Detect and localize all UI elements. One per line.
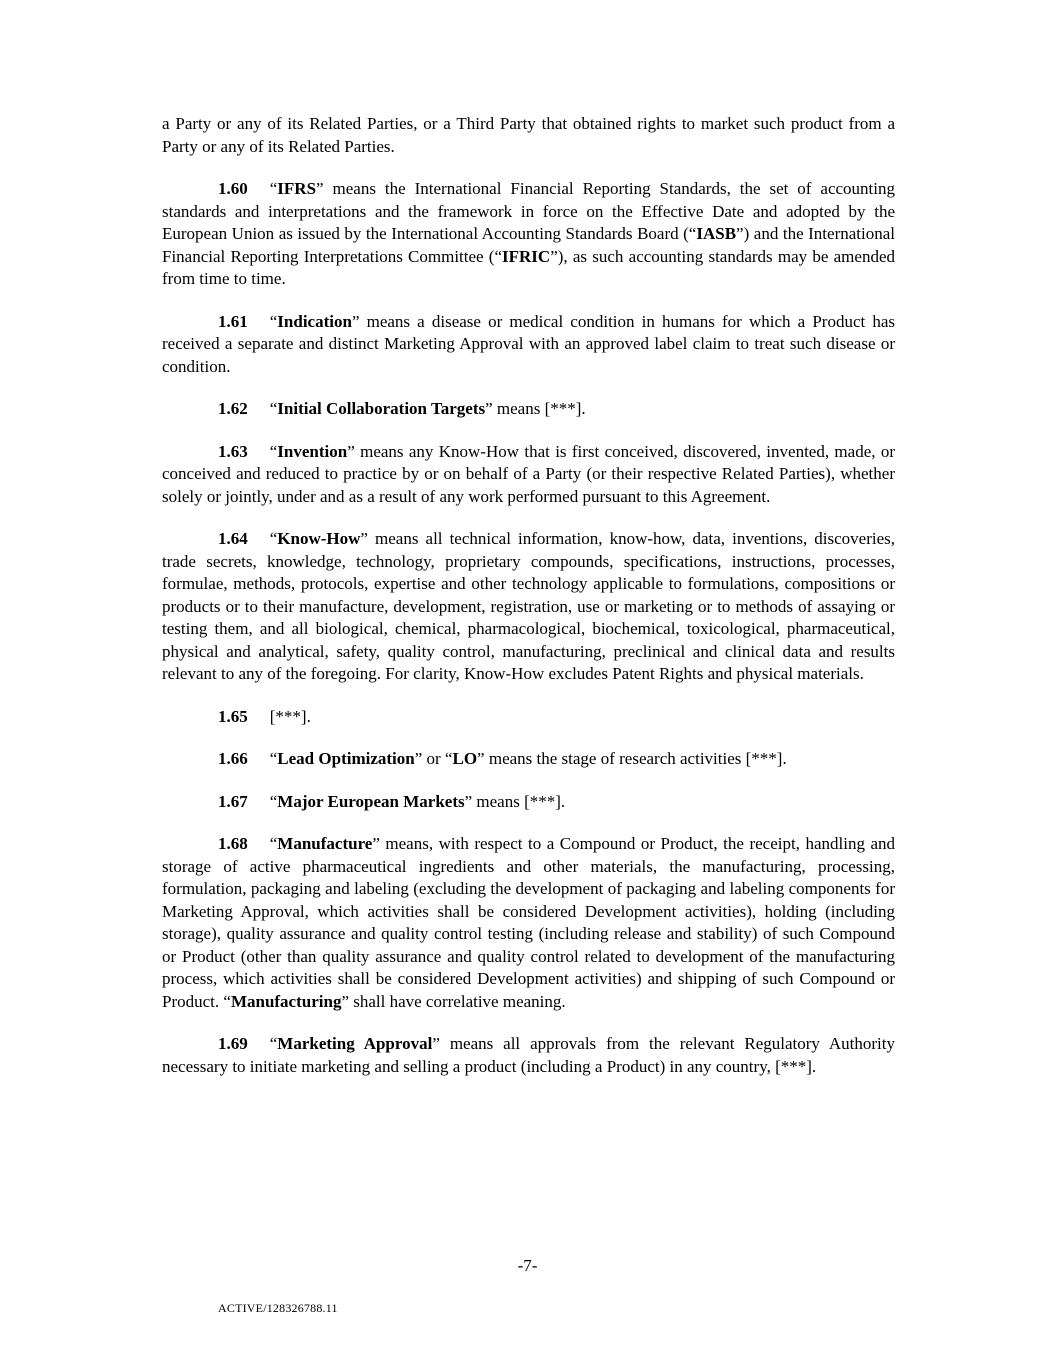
body-text: “ <box>269 399 278 418</box>
paragraph <box>162 706 895 729</box>
defined-term: IFRIC <box>502 246 551 266</box>
body-text: ” means all approvals from the relevant Regulatory Authority necessary to initiate marketing and selling a product (including a Product) in any country, [***]. <box>162 1034 896 1076</box>
section-number: 1.61 <box>218 311 248 331</box>
paragraph <box>162 398 895 421</box>
section-number: 1.66 <box>218 749 248 768</box>
defined-term: Manufacturing <box>230 991 342 1011</box>
body-text: “ <box>269 311 278 331</box>
paragraph <box>162 441 895 509</box>
section-number: 1.65 <box>218 706 248 726</box>
body-text: ” means the stage of research activities [***]. <box>477 749 787 768</box>
body-text: ” means [***]. <box>485 399 586 418</box>
body-text: “ <box>269 441 278 461</box>
section-number: 1.62 <box>218 399 248 418</box>
body-text: a Party or any of its Related Parties, or a Third Party that obtained rights to market such product from a Party or any of its Related Parties. <box>162 114 895 156</box>
body-text: ” means all technical information, know-how, data, inventions, discoveries, trade secrets, knowledge, technology, proprietary compounds, specifications, instructions, processes, formulae, methods, protocols, expertise and other technology applicable to formulations, compositions or products or to their manufacture, development, registration, use or marketing or to methods of assaying or testing them, and all biological, chemical, pharmacological, biochemical, toxicological, pharmaceutical, physical and analytical, safety, quality control, manufacturing, preclinical and clinical data and results relevant to any of the foregoing. For clarity, Know-How excludes Patent Rights and physical materials. <box>162 529 895 683</box>
body-text: ”) and the International Financial Reporting Interpretations Committee (“ <box>162 224 895 266</box>
body-text: “ <box>269 1034 278 1053</box>
paragraph <box>162 748 895 771</box>
paragraph <box>162 113 895 158</box>
document-id-footer: ACTIVE/128326788.11 <box>218 1301 338 1315</box>
section-number: 1.67 <box>218 791 248 811</box>
body-text: “ <box>269 529 278 548</box>
body-text: [***]. <box>269 706 311 726</box>
body-text: ” shall have correlative meaning. <box>341 991 566 1011</box>
defined-term: Major European Markets <box>277 791 465 811</box>
body-text: “ <box>269 749 278 768</box>
defined-term: Marketing Approval <box>277 1034 433 1053</box>
defined-term: IASB <box>696 224 737 243</box>
paragraph <box>162 311 895 379</box>
section-number: 1.64 <box>218 529 248 548</box>
body-text: ” means a disease or medical condition in humans for which a Product has received a separate and distinct Marketing Approval with an approved label claim to treat such disease or condition. <box>162 311 895 376</box>
body-text: ”), as such accounting standards may be amended from time to time. <box>162 246 895 288</box>
body-text: ” means any Know-How that is first conceived, discovered, invented, made, or conceived and reduced to practice by or on behalf of a Party (or their respective Related Parties), whether solely or jointly, under and as a result of any work performed pursuant to this Agreement. <box>162 441 895 506</box>
defined-term: Initial Collaboration Targets <box>277 399 486 418</box>
defined-term: Lead Optimization <box>277 749 415 768</box>
section-number: 1.63 <box>218 441 248 461</box>
defined-term: Know-How <box>277 529 361 548</box>
document-body <box>162 113 895 1078</box>
section-number: 1.60 <box>218 179 248 198</box>
defined-term: Manufacture <box>277 834 373 853</box>
paragraph <box>162 791 895 814</box>
paragraph <box>162 833 895 1013</box>
body-text: ” means the International Financial Reporting Standards, the set of accounting standards and interpretations and the framework in force on the Effective Date and adopted by the European Union as issued by the International Accounting Standards Board (“ <box>162 179 895 243</box>
paragraph <box>162 1033 895 1078</box>
page-number: -7- <box>517 1256 538 1275</box>
body-text: ” or “ <box>414 749 453 768</box>
body-text: ” means, with respect to a Compound or Product, the receipt, handling and storage of active pharmaceutical ingredients and other materials, the manufacturing, processing, formulation, packaging and labeling (excluding the development of packaging and labeling components for Marketing Approval, which activities shall be considered Development activities), holding (including storage), quality assurance and quality control testing (including release and stability) of such Compound or Product (other than quality assurance and quality control related to development of the manufacturing process, which activities shall be considered Development activities) and shipping of such Compound or Product. “ <box>162 834 895 1011</box>
body-text: “ <box>269 791 278 811</box>
defined-term: LO <box>452 749 478 768</box>
body-text: “ <box>269 834 278 853</box>
paragraph <box>162 178 895 291</box>
defined-term: Indication <box>277 311 352 331</box>
paragraph <box>162 528 895 686</box>
section-number: 1.68 <box>218 834 248 853</box>
body-text: ” means [***]. <box>464 791 566 811</box>
defined-term: IFRS <box>277 179 317 198</box>
section-number: 1.69 <box>218 1034 248 1053</box>
body-text: “ <box>269 179 278 198</box>
defined-term: Invention <box>277 441 348 461</box>
